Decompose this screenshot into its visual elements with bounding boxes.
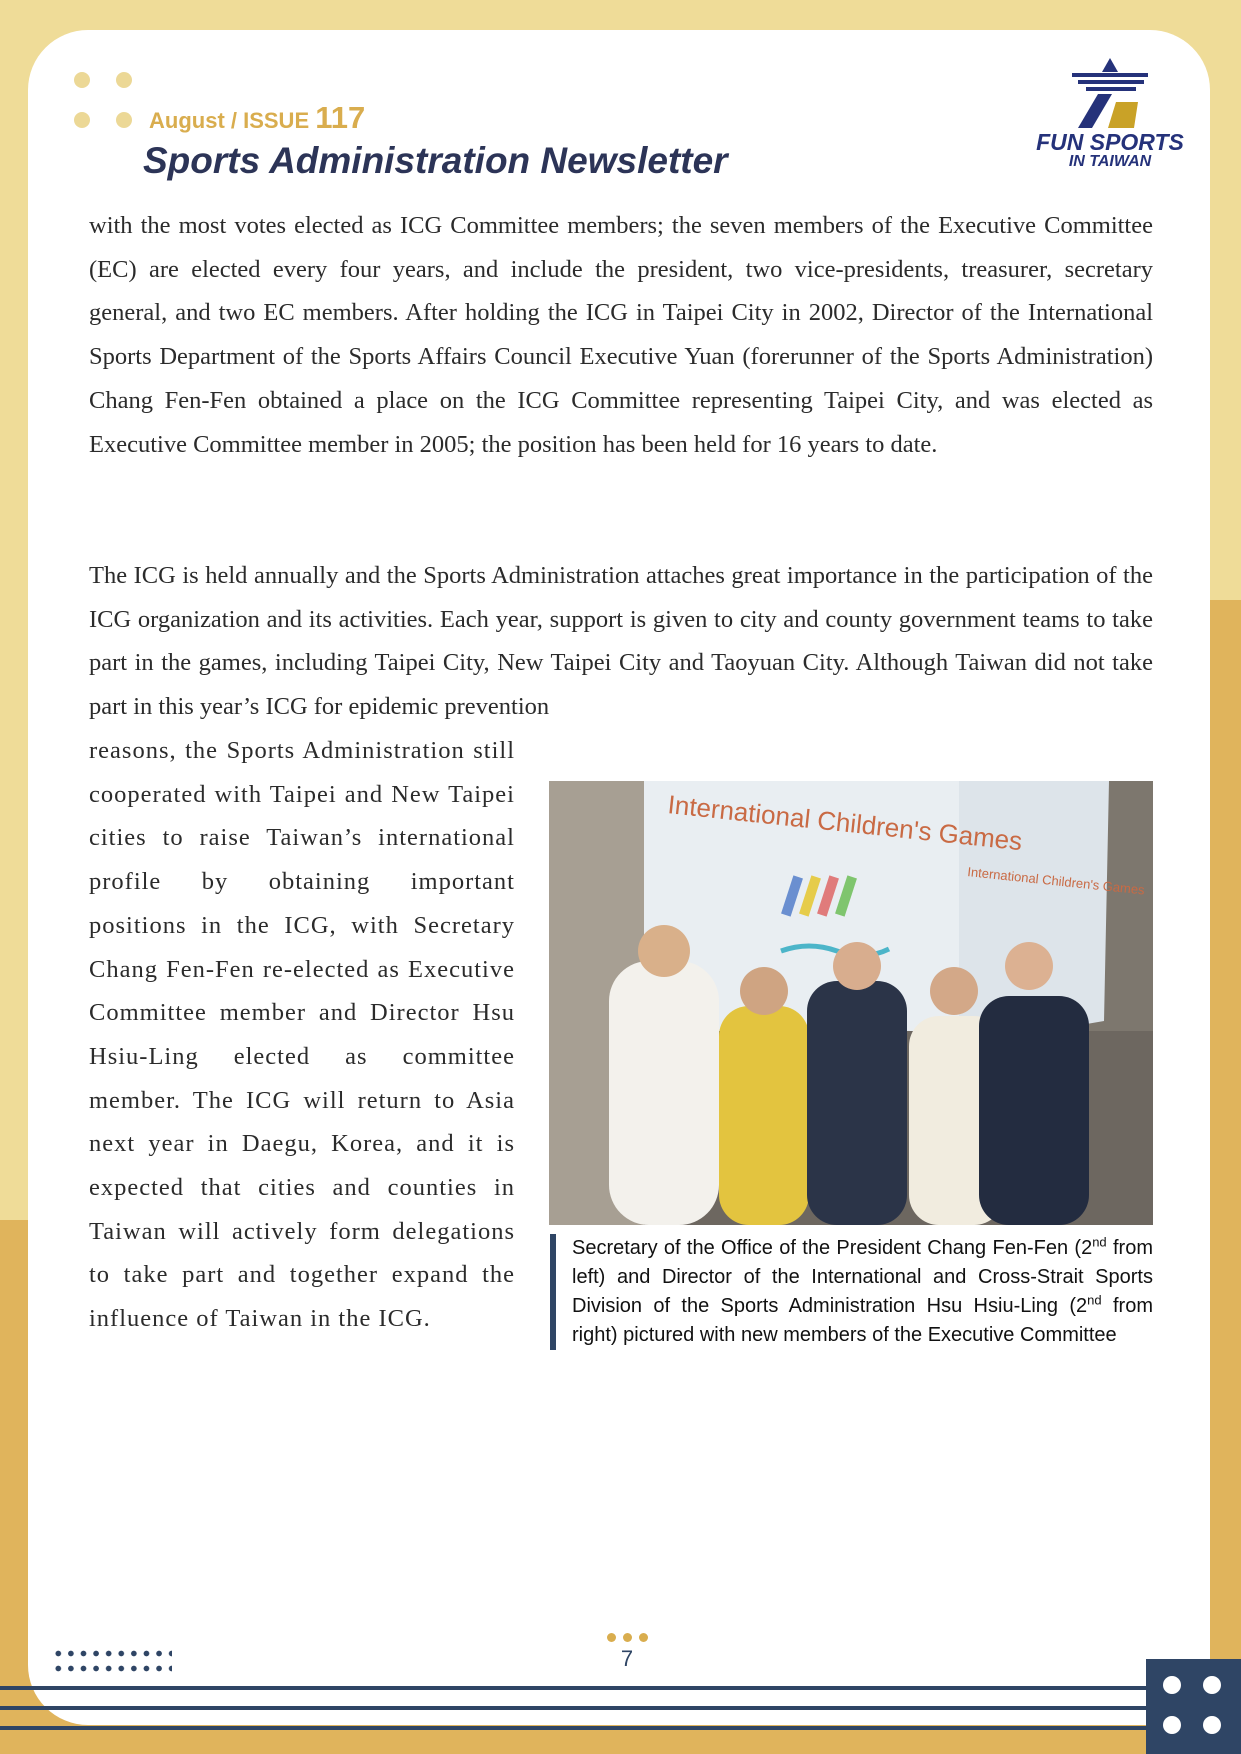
footer-stripes bbox=[0, 1684, 1150, 1732]
photo-banner-text-small: International Children's Games bbox=[966, 864, 1146, 898]
article-paragraph-3: reasons, the Sports Administration still cooperated with Taipei and New Taipei cities to raise Taiwan’s international profile by obtaining important positions in the ICG, with Secretary Chang Fen-Fen re-elected as Executive Committee member and Director Hsu Hsiu-Ling elected as committee member. The ICG will return to Asia next year in Daegu, Korea, and it is expected that cities and counties in Taiwan will actively form delegations to take part and together expand the influence of Taiwan in the ICG. bbox=[89, 737, 515, 1333]
photo-icg-executive-committee bbox=[549, 781, 1153, 1225]
article-paragraph-1: with the most votes elected as ICG Committee members; the seven members of the Executive Committee (EC) are elected every four years, and include the president, two vice-presidents, treasurer, secretary general, and two EC members. After holding the ICG in Taipei City in 2002, Director of the International Sports Department of the Sports Affairs Council Executive Yuan (forerunner of the Sports Administration) Chang Fen-Fen obtained a place on the ICG Committee representing Taipei City, and was elected as Executive Committee member in 2005; the position has been held for 16 years to date. bbox=[89, 212, 1153, 458]
page-number: 7 bbox=[620, 1646, 634, 1671]
corner-dots-block bbox=[1146, 1659, 1241, 1754]
logo-text-line2: IN TAIWAN bbox=[1068, 153, 1152, 170]
runner-star-icon bbox=[1068, 58, 1152, 130]
issue-label: August / ISSUE 117 bbox=[149, 100, 366, 135]
issue-number: 117 bbox=[315, 100, 366, 135]
photo-banner-text: International Children's Games bbox=[666, 789, 1024, 857]
article-paragraph-2: The ICG is held annually and the Sports Administration attaches great importance in the participation of the ICG organization and its activities. Each year, support is given to city and county government teams to take part in the games, including Taipei City, New Taipei City and Taoyuan City. Although Taiwan did not take part in this year’s ICG for epidemic prevention bbox=[89, 562, 1153, 721]
page-number-dots bbox=[605, 1633, 651, 1643]
footer-dot-grid bbox=[52, 1646, 172, 1674]
fun-sports-logo bbox=[1030, 58, 1190, 183]
photo-caption: Secretary of the Office of the President Chang Fen-Fen (2nd from left) and Director of the International and Cross-Strait Sports Division of the Sports Administration Hsu Hsiu-Ling (2nd from right) pictured with new members of the Executive Committee bbox=[550, 1234, 1153, 1350]
header-decorative-dots bbox=[72, 70, 142, 130]
logo-text-line1: FUN SPORTS bbox=[1036, 129, 1184, 155]
newsletter-title: Sports Administration Newsletter bbox=[143, 140, 728, 181]
